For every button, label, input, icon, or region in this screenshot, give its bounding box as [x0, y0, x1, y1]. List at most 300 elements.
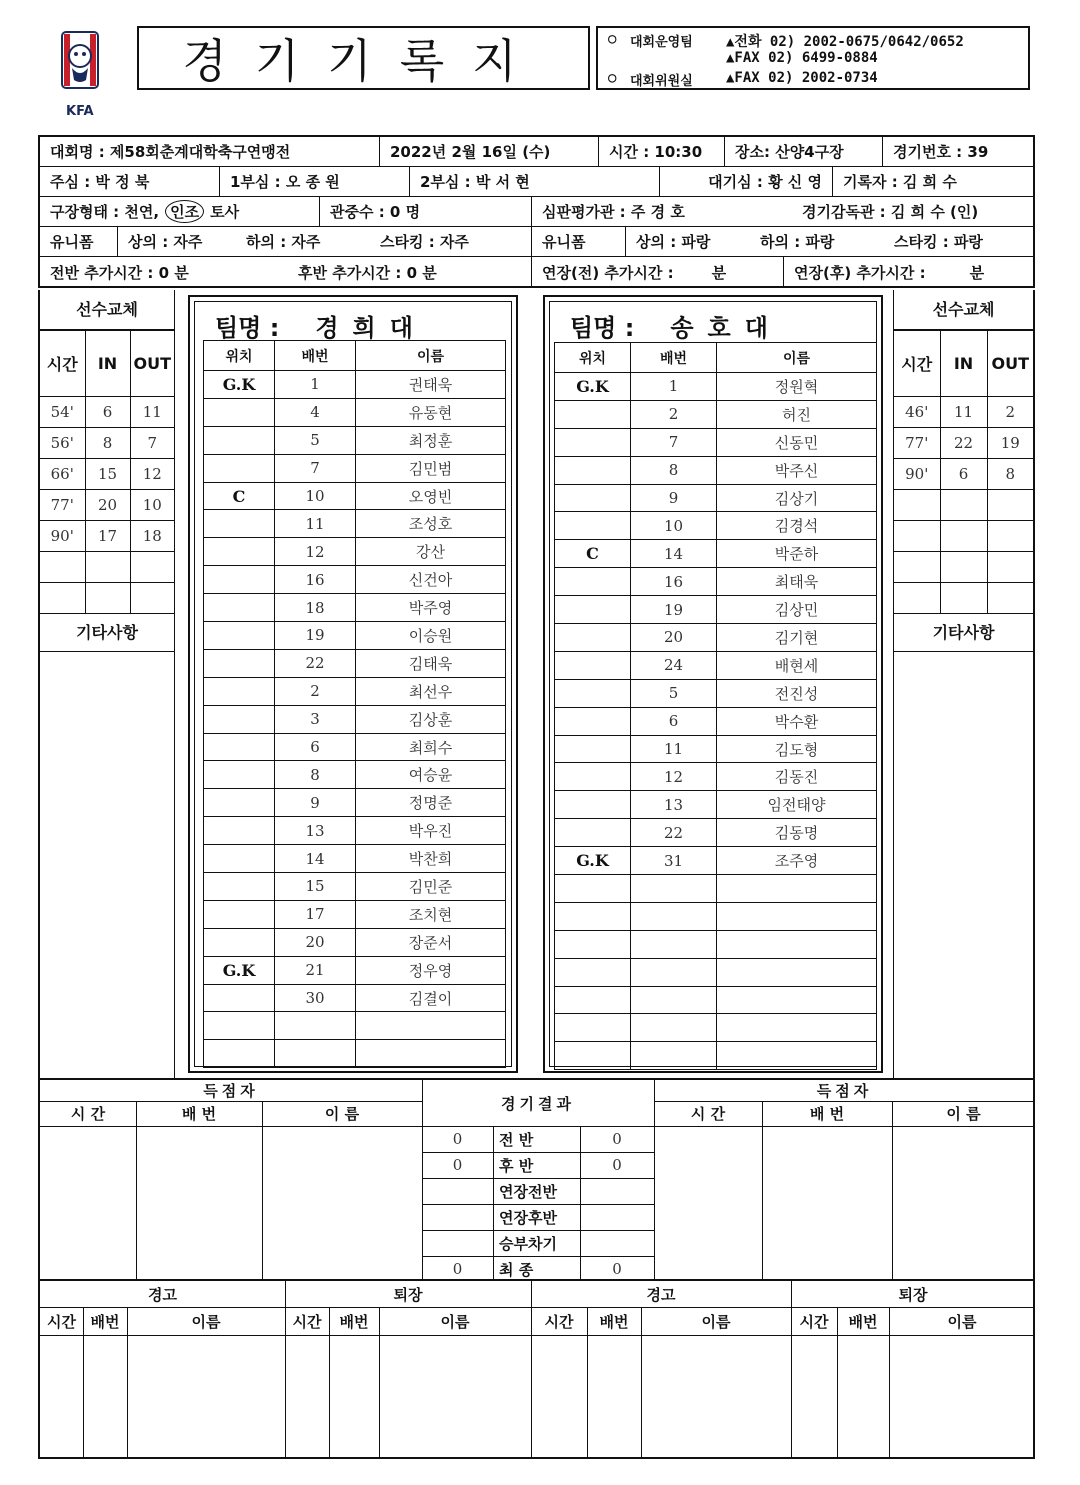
player-row	[555, 763, 877, 791]
player-number: 8	[275, 761, 356, 789]
home-caution-title: 경고	[148, 1285, 177, 1304]
sub-time: 56'	[40, 428, 85, 459]
sub-row	[894, 428, 1033, 459]
kfa-logo-text: KFA	[66, 104, 94, 119]
sub-row	[40, 490, 174, 521]
player-number: 5	[275, 426, 356, 454]
result-away-score	[580, 1204, 654, 1230]
player-row	[555, 512, 877, 540]
player-name: 허진	[717, 400, 877, 428]
player-name: 유동현	[356, 398, 506, 426]
player-row	[204, 733, 506, 761]
player-number: 20	[275, 928, 356, 956]
extra-time-1-label: 연장(전) 추가시간 :	[542, 264, 674, 282]
contact-bullet-1: ○	[608, 31, 617, 47]
player-number: 11	[631, 735, 717, 763]
sub-in: 22	[940, 428, 987, 459]
sub-time	[40, 583, 85, 614]
sub-in	[940, 552, 987, 583]
sub-out: 11	[130, 397, 174, 428]
player-position	[555, 735, 631, 763]
sub-in	[940, 490, 987, 521]
result-home-score	[422, 1230, 493, 1256]
away-pos-header: 위치	[555, 343, 631, 373]
sub-time: 77'	[894, 428, 940, 459]
sub-time	[894, 583, 940, 614]
away-team-roster	[543, 295, 883, 1073]
player-name	[356, 1012, 506, 1040]
away-name-header: 이름	[717, 343, 877, 373]
player-name: 박준하	[717, 540, 877, 568]
player-name	[717, 1042, 877, 1070]
sub-out: 19	[987, 428, 1033, 459]
player-name: 김도형	[717, 735, 877, 763]
player-row	[555, 847, 877, 875]
sub-row	[894, 397, 1033, 428]
match-commissioner: 경기감독관 : 김 희 수 (인)	[802, 203, 979, 221]
pitch-type	[40, 197, 320, 226]
player-position	[204, 873, 275, 901]
contact-phone: ▲전화 02) 2002-0675/0642/0652	[726, 34, 964, 50]
player-name: 장준서	[356, 928, 506, 956]
result-home-score: 0	[452, 1156, 463, 1174]
player-position	[555, 568, 631, 596]
sub-row	[894, 521, 1033, 552]
sub-in: 6	[85, 397, 130, 428]
away-subs-table	[894, 330, 1033, 614]
player-number: 16	[631, 568, 717, 596]
subs-time-header: 시간	[894, 331, 940, 397]
player-number	[275, 1040, 356, 1068]
player-row	[204, 454, 506, 482]
result-period-label: 전 반	[499, 1130, 534, 1149]
player-number: 13	[275, 817, 356, 845]
home-subs-title: 선수교체	[40, 290, 174, 330]
player-position	[204, 538, 275, 566]
player-number: 30	[275, 984, 356, 1012]
away-scorers-title: 득점자	[816, 1082, 873, 1100]
player-number	[631, 958, 717, 986]
player-position	[204, 510, 275, 538]
player-name: 조치현	[356, 900, 506, 928]
player-row	[555, 400, 877, 428]
home-roster-table	[203, 340, 506, 1068]
sub-row	[894, 459, 1033, 490]
result-period-label: 연장전반	[499, 1182, 557, 1201]
player-row	[555, 958, 877, 986]
player-position: C	[204, 482, 275, 510]
player-name	[717, 1014, 877, 1042]
sub-time	[894, 490, 940, 521]
player-position: G.K	[204, 371, 275, 399]
player-number: 19	[275, 622, 356, 650]
sub-time: 90'	[40, 521, 85, 552]
away-other-notes-title: 기타사항	[894, 614, 1033, 652]
player-name: 박찬희	[356, 845, 506, 873]
card-time-header: 시간	[799, 1312, 829, 1331]
player-position	[204, 594, 275, 622]
player-position	[555, 456, 631, 484]
match-result-title: 경기결과	[501, 1094, 575, 1113]
player-position	[555, 596, 631, 624]
player-row	[555, 428, 877, 456]
competition-name: 대회명 : 제58회춘계대학축구연맹전	[40, 137, 380, 166]
sub-row	[894, 490, 1033, 521]
sub-row	[40, 397, 174, 428]
player-row	[555, 373, 877, 401]
player-number: 22	[275, 649, 356, 677]
sub-in: 20	[85, 490, 130, 521]
kfa-logo	[52, 28, 108, 124]
player-row	[204, 928, 506, 956]
player-name: 신건아	[356, 566, 506, 594]
sub-out	[987, 583, 1033, 614]
player-row	[204, 845, 506, 873]
player-number: 10	[631, 512, 717, 540]
sub-in	[940, 583, 987, 614]
player-number	[631, 1042, 717, 1070]
away-substitutions	[894, 290, 1033, 652]
assistant-referee-2: 2부심 : 박 서 현	[410, 167, 660, 196]
sub-in	[940, 521, 987, 552]
player-name: 오영빈	[356, 482, 506, 510]
player-row	[204, 426, 506, 454]
player-number	[631, 902, 717, 930]
subs-out-header: OUT	[987, 331, 1033, 397]
result-period-label: 후 반	[499, 1156, 534, 1175]
home-name-header: 이름	[356, 341, 506, 371]
player-row	[555, 568, 877, 596]
player-name: 김민준	[356, 873, 506, 901]
player-number: 1	[631, 373, 717, 401]
player-name	[717, 986, 877, 1014]
subs-in-header: IN	[940, 331, 987, 397]
recorder: 기록자 : 김 희 수	[843, 173, 957, 191]
contact-org-2: 대회위원실	[630, 74, 693, 89]
player-number: 2	[275, 677, 356, 705]
player-number: 15	[275, 873, 356, 901]
info-row-5	[40, 257, 1033, 288]
result-period-label: 연장후반	[499, 1208, 557, 1227]
sub-out	[987, 490, 1033, 521]
player-number: 7	[275, 454, 356, 482]
player-position	[555, 707, 631, 735]
away-num-header: 배번	[631, 343, 717, 373]
player-row	[204, 1012, 506, 1040]
sub-time	[894, 552, 940, 583]
player-row	[204, 538, 506, 566]
player-row	[555, 596, 877, 624]
player-position	[204, 817, 275, 845]
player-number	[631, 875, 717, 903]
subs-in-header: IN	[85, 331, 130, 397]
away-uniform-label: 유니폼	[532, 227, 626, 256]
extra-time-2-unit: 분	[969, 264, 985, 282]
player-name: 박주신	[717, 456, 877, 484]
result-period-label: 승부차기	[499, 1234, 557, 1253]
extra-time-1-unit: 분	[711, 264, 727, 282]
player-name: 김상기	[717, 484, 877, 512]
player-name: 김민범	[356, 454, 506, 482]
away-scorer-time-header: 시 간	[690, 1105, 726, 1123]
player-name: 정원혁	[717, 373, 877, 401]
player-row	[555, 735, 877, 763]
away-uniform-bottom: 하의 : 파랑	[760, 233, 835, 251]
player-row	[555, 819, 877, 847]
match-venue: 장소: 산양4구장	[725, 137, 883, 166]
home-team-label: 팀명 :	[215, 314, 280, 342]
sub-row	[40, 583, 174, 614]
player-name: 이승원	[356, 622, 506, 650]
card-name-header: 이름	[947, 1312, 977, 1331]
info-row-1	[40, 137, 1033, 167]
contact-fax-2: ▲FAX 02) 2002-0734	[726, 70, 878, 86]
player-position	[204, 789, 275, 817]
sub-out: 2	[987, 397, 1033, 428]
player-position	[555, 1042, 631, 1070]
sub-in: 6	[940, 459, 987, 490]
player-name: 김상훈	[356, 705, 506, 733]
result-away-score: 0	[612, 1156, 622, 1174]
player-number	[275, 1012, 356, 1040]
away-uniform-top: 상의 : 파랑	[636, 233, 711, 251]
match-number: 경기번호 : 39	[893, 143, 989, 161]
result-away-score: 0	[612, 1260, 622, 1278]
player-row	[204, 1040, 506, 1068]
player-row	[555, 624, 877, 652]
home-scorer-num-header: 배 번	[181, 1105, 217, 1123]
player-name: 김상민	[717, 596, 877, 624]
sub-out	[130, 552, 174, 583]
player-row	[204, 566, 506, 594]
player-number	[631, 1014, 717, 1042]
sub-out	[130, 583, 174, 614]
home-substitutions	[40, 290, 174, 652]
player-position	[204, 705, 275, 733]
result-home-score	[422, 1178, 493, 1204]
player-number: 3	[275, 705, 356, 733]
player-position	[204, 622, 275, 650]
second-half-extra-time: 후반 추가시간 : 0 분	[288, 257, 532, 288]
player-row	[204, 649, 506, 677]
result-home-score	[422, 1204, 493, 1230]
sub-time: 46'	[894, 397, 940, 428]
player-name: 최선우	[356, 677, 506, 705]
player-number: 10	[275, 482, 356, 510]
home-uniform-socks: 스타킹 : 자주	[370, 227, 532, 256]
player-number	[631, 930, 717, 958]
player-position	[555, 512, 631, 540]
home-subs-table	[40, 330, 174, 614]
player-row	[555, 875, 877, 903]
player-number: 9	[275, 789, 356, 817]
player-position	[204, 984, 275, 1012]
player-number: 1	[275, 371, 356, 399]
card-name-header: 이름	[440, 1312, 470, 1331]
contact-fax-1: ▲FAX 02) 6499-0884	[726, 50, 878, 66]
player-position	[204, 761, 275, 789]
player-row	[555, 930, 877, 958]
home-team-name	[215, 308, 427, 343]
player-position	[555, 791, 631, 819]
player-position	[204, 1040, 275, 1068]
player-number: 4	[275, 398, 356, 426]
player-row	[204, 510, 506, 538]
subs-time-header: 시간	[40, 331, 85, 397]
fourth-official: 대기심 : 황 신 영	[660, 167, 833, 196]
away-caution-title: 경고	[646, 1285, 676, 1304]
lineup-section	[38, 290, 1035, 1078]
player-row	[204, 900, 506, 928]
player-name: 강산	[356, 538, 506, 566]
player-position	[204, 677, 275, 705]
player-row	[204, 594, 506, 622]
home-uniform-label: 유니폼	[40, 227, 118, 256]
info-row-3	[40, 197, 1033, 227]
player-number: 11	[275, 510, 356, 538]
sub-row	[40, 459, 174, 490]
player-position: G.K	[555, 373, 631, 401]
player-number: 14	[631, 540, 717, 568]
home-uniform-bottom: 하의 : 자주	[246, 233, 321, 251]
player-row	[204, 677, 506, 705]
player-row	[204, 622, 506, 650]
player-position	[555, 930, 631, 958]
player-row	[555, 1014, 877, 1042]
player-row	[555, 651, 877, 679]
player-number: 6	[275, 733, 356, 761]
player-position	[555, 958, 631, 986]
player-position	[204, 733, 275, 761]
away-scorer-name-header: 이 름	[946, 1105, 981, 1123]
subs-out-header: OUT	[130, 331, 174, 397]
sub-out: 8	[987, 459, 1033, 490]
player-name	[717, 875, 877, 903]
info-row-4	[40, 227, 1033, 257]
player-position	[204, 1012, 275, 1040]
player-position	[555, 428, 631, 456]
card-time-header: 시간	[292, 1312, 322, 1331]
result-home-score: 0	[452, 1260, 463, 1278]
player-name: 최희수	[356, 733, 506, 761]
player-row	[204, 761, 506, 789]
player-name: 김동진	[717, 763, 877, 791]
player-position	[204, 566, 275, 594]
player-name: 조주영	[717, 847, 877, 875]
contact-bullet-2: ○	[608, 70, 617, 86]
player-position	[555, 400, 631, 428]
card-time-header: 시간	[47, 1312, 76, 1331]
cards-section	[38, 1279, 1035, 1459]
player-position	[555, 986, 631, 1014]
player-name: 전진성	[717, 679, 877, 707]
player-position	[555, 902, 631, 930]
referee: 주심 : 박 정 북	[40, 167, 220, 196]
player-position	[204, 454, 275, 482]
sub-row	[894, 552, 1033, 583]
player-position	[555, 1014, 631, 1042]
sub-out: 18	[130, 521, 174, 552]
player-row	[555, 986, 877, 1014]
player-number: 18	[275, 594, 356, 622]
player-number: 21	[275, 956, 356, 984]
player-position	[204, 928, 275, 956]
player-row	[204, 705, 506, 733]
player-row	[204, 398, 506, 426]
player-position	[204, 398, 275, 426]
player-name: 김경석	[717, 512, 877, 540]
card-num-header: 배번	[848, 1312, 878, 1331]
player-name: 정명준	[356, 789, 506, 817]
player-name	[356, 1040, 506, 1068]
home-scorers-title: 득점자	[203, 1082, 259, 1100]
player-row	[555, 540, 877, 568]
player-number: 5	[631, 679, 717, 707]
result-away-score	[580, 1230, 654, 1256]
player-number: 20	[631, 624, 717, 652]
assistant-referee-1: 1부심 : 오 종 원	[220, 167, 410, 196]
player-number: 24	[631, 651, 717, 679]
player-number: 12	[631, 763, 717, 791]
player-position	[555, 763, 631, 791]
player-name: 여승윤	[356, 761, 506, 789]
home-num-header: 배번	[275, 341, 356, 371]
away-roster-table	[554, 342, 877, 1070]
sub-out	[987, 521, 1033, 552]
pitch-type-label: 구장형태 : 천연,	[50, 203, 160, 221]
player-number: 8	[631, 456, 717, 484]
away-sendoff-title: 퇴장	[898, 1285, 928, 1304]
player-row	[204, 873, 506, 901]
player-position	[555, 819, 631, 847]
attendance: 관중수 : 0 명	[320, 197, 532, 226]
home-uniform-top: 상의 : 자주	[128, 233, 203, 251]
player-position	[555, 624, 631, 652]
referee-assessor: 심판평가관 : 주 경 호	[542, 203, 685, 221]
player-position	[555, 875, 631, 903]
match-date: 2022년 2월 16일 (수)	[380, 137, 599, 166]
player-name: 최태욱	[717, 568, 877, 596]
result-period-label: 최 종	[499, 1260, 534, 1279]
player-name: 조성호	[356, 510, 506, 538]
player-number: 6	[631, 707, 717, 735]
card-num-header: 배번	[90, 1312, 120, 1331]
player-position	[204, 900, 275, 928]
player-row	[555, 679, 877, 707]
player-row	[555, 902, 877, 930]
sub-in	[85, 552, 130, 583]
player-name: 신동민	[717, 428, 877, 456]
player-row	[204, 956, 506, 984]
home-sendoff-title: 퇴장	[393, 1285, 423, 1304]
away-team-title: 송호대	[670, 314, 782, 342]
contact-org-1: 대회운영팀	[630, 35, 693, 50]
match-info	[38, 135, 1035, 288]
player-row	[204, 371, 506, 399]
player-number: 9	[631, 484, 717, 512]
home-team-roster	[188, 295, 518, 1073]
pitch-type-other: 토사	[210, 203, 240, 221]
player-position: G.K	[204, 956, 275, 984]
player-name	[717, 958, 877, 986]
player-position	[204, 426, 275, 454]
player-name: 박수환	[717, 707, 877, 735]
player-name: 최정훈	[356, 426, 506, 454]
player-row	[204, 789, 506, 817]
player-name	[717, 930, 877, 958]
player-number: 14	[275, 845, 356, 873]
sub-time: 54'	[40, 397, 85, 428]
